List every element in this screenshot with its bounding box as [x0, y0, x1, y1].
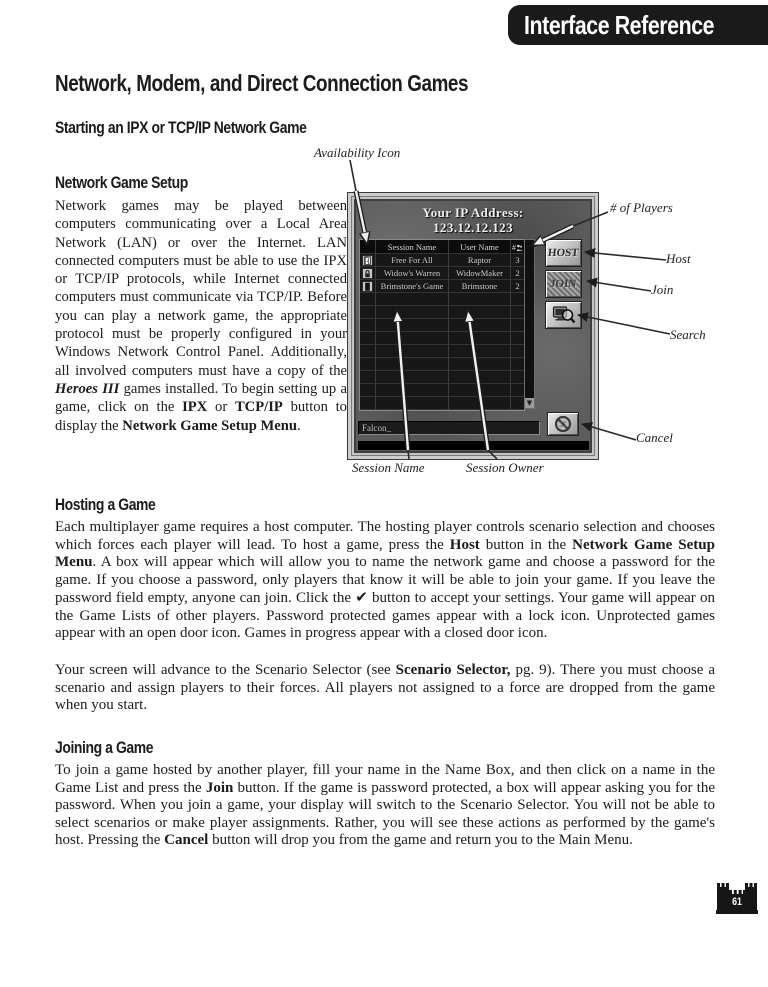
annotation-availability-icon: Availability Icon [314, 145, 401, 160]
annotation-session-owner: Session Owner [466, 460, 544, 475]
session-row[interactable] [360, 267, 524, 280]
player-count-cell: 3 [511, 254, 524, 267]
join-button[interactable]: JOIN [545, 270, 582, 298]
session-row [360, 397, 524, 410]
empty-availability-cell [360, 397, 376, 410]
host-button[interactable]: HOST [545, 239, 582, 267]
empty-availability-cell [360, 332, 376, 345]
game-list-rows [360, 254, 524, 410]
session-name-cell [376, 384, 449, 397]
session-name-cell [376, 345, 449, 358]
session-name-cell: Brimstone's Game [376, 280, 449, 293]
page-number-castle-icon [714, 880, 760, 918]
player-count-cell [511, 397, 524, 410]
user-name-cell [449, 358, 511, 371]
section-heading-hosting: Hosting a Game [55, 495, 156, 514]
player-name-input[interactable]: Falcon_ [358, 421, 540, 435]
session-row [360, 358, 524, 371]
user-name-cell [449, 332, 511, 345]
section-heading-setup: Network Game Setup [55, 173, 188, 192]
user-name-cell [449, 397, 511, 410]
empty-availability-cell [360, 358, 376, 371]
players-column-header: # [511, 240, 524, 254]
user-name-cell [449, 384, 511, 397]
annotation-search: Search [670, 327, 706, 342]
session-name-cell [376, 358, 449, 371]
session-name-cell [376, 397, 449, 410]
cancel-button[interactable] [547, 412, 579, 436]
session-name-cell: Free For All [376, 254, 449, 267]
closed-door-icon [360, 280, 376, 293]
player-count-cell: 2 [511, 267, 524, 280]
network-game-setup-dialog [347, 192, 599, 460]
annotation-num-players: # of Players [610, 200, 673, 215]
player-count-cell [511, 332, 524, 345]
session-name-cell [376, 319, 449, 332]
status-bar [357, 440, 590, 451]
player-count-cell [511, 371, 524, 384]
hosting-paragraph-1: Each multiplayer game requires a host computer. The hosting player controls scenario selection and chooses which forces each player will lead. To host a game, press the Host button in the Network Game Setup Menu. A box will appear which will allow you to name the network game and choose a password for the game. If you choose a password, only players that know it will be able to join your game. If you leave the password field empty, anyone can join. Click the ✔ button to accept your settings. Your game will appear on the Game Lists of other players. Password protected games appear with a lock icon. Unprotected games appear with an open door icon. Games in progress appear with a closed door icon. [55, 519, 715, 641]
session-row [360, 384, 524, 397]
ip-address-heading [356, 205, 590, 235]
empty-availability-cell [360, 319, 376, 332]
session-row[interactable] [360, 280, 524, 293]
session-row [360, 332, 524, 345]
user-name-cell [449, 371, 511, 384]
session-name-cell [376, 306, 449, 319]
session-name-column-header: Session Name [376, 240, 449, 254]
ip-address-value: 123.12.12.123 [433, 220, 513, 235]
ip-address-label: Your IP Address: [422, 205, 524, 220]
session-row [360, 345, 524, 358]
player-count-cell [511, 306, 524, 319]
annotation-host: Host [666, 251, 691, 266]
banner-title: Interface Reference [524, 9, 715, 40]
annotation-session-name: Session Name [352, 460, 425, 475]
annotation-join: Join [651, 282, 674, 297]
user-name-cell: Brimstone [449, 280, 511, 293]
empty-availability-cell [360, 371, 376, 384]
user-name-cell: Raptor [449, 254, 511, 267]
scroll-down-arrow-icon[interactable]: ▼ [526, 399, 533, 407]
session-row [360, 306, 524, 319]
session-name-cell [376, 371, 449, 384]
session-name-cell [376, 332, 449, 345]
session-name-cell: Widow's Warren [376, 267, 449, 280]
setup-paragraph: Network games may be played between computers communicating over a Local Area Network (LAN) or over the Internet. LAN connected computers must be able to use the IPX or TCP/IP protocols, while Internet connected computers must communicate via TCP/IP. Before you can play a network game, the appropriate protocol must be properly configured in your Windows Network Control Panel. Additionally, all involved computers must have a copy of the Heroes III games installed. To begin setting up a game, click on the IPX or TCP/IP button to display the Network Game Setup Menu. [55, 198, 347, 434]
player-count-cell [511, 384, 524, 397]
empty-availability-cell [360, 293, 376, 306]
player-count-cell [511, 345, 524, 358]
section-heading-starting: Starting an IPX or TCP/IP Network Game [55, 118, 307, 137]
no-entry-icon [553, 414, 573, 434]
session-row [360, 371, 524, 384]
page-header-banner [508, 5, 768, 45]
game-list-header-row [360, 240, 524, 254]
section-heading-joining: Joining a Game [55, 738, 154, 757]
game-list-table [359, 239, 525, 411]
user-name-cell: WidowMaker [449, 267, 511, 280]
annotation-cancel: Cancel [636, 430, 673, 445]
player-count-cell [511, 358, 524, 371]
session-row [360, 319, 524, 332]
user-name-cell [449, 306, 511, 319]
joining-paragraph-1: To join a game hosted by another player, fill your name in the Name Box, and then click on a name in the Game List and press the Join button. If the game is password protected, a box will appear asking you for the password. When you join a game, your display will switch to the Scenario Selector. You will not be able to select scenarios or make player assignments. Rather, you will see these actions as performed by the game's host. Pressing the Cancel button will drop you from the game and return you to the Main Menu. [55, 762, 715, 848]
session-row [360, 293, 524, 306]
empty-availability-cell [360, 306, 376, 319]
monitor-search-icon [552, 305, 576, 325]
hosting-paragraph-2: Your screen will advance to the Scenario Selector (see Scenario Selector, pg. 9). There you must choose a scenario and assign players to their forces. All players not assigned to a force are dropped from the game when you start. [55, 662, 715, 713]
section-heading-main: Network, Modem, and Direct Connection Games [55, 70, 469, 96]
player-count-cell [511, 293, 524, 306]
user-name-column-header: User Name [449, 240, 511, 254]
availability-column-header [360, 240, 376, 254]
user-name-cell [449, 345, 511, 358]
empty-availability-cell [360, 345, 376, 358]
players-icon [516, 244, 523, 252]
user-name-cell [449, 293, 511, 306]
open-door-icon [360, 254, 376, 267]
session-row[interactable] [360, 254, 524, 267]
page-number: 61 [732, 896, 742, 908]
player-count-cell [511, 319, 524, 332]
game-list-scrollbar[interactable] [524, 239, 535, 409]
search-button[interactable] [545, 301, 582, 329]
lock-icon [360, 267, 376, 280]
player-count-cell: 2 [511, 280, 524, 293]
user-name-cell [449, 319, 511, 332]
empty-availability-cell [360, 384, 376, 397]
session-name-cell [376, 293, 449, 306]
